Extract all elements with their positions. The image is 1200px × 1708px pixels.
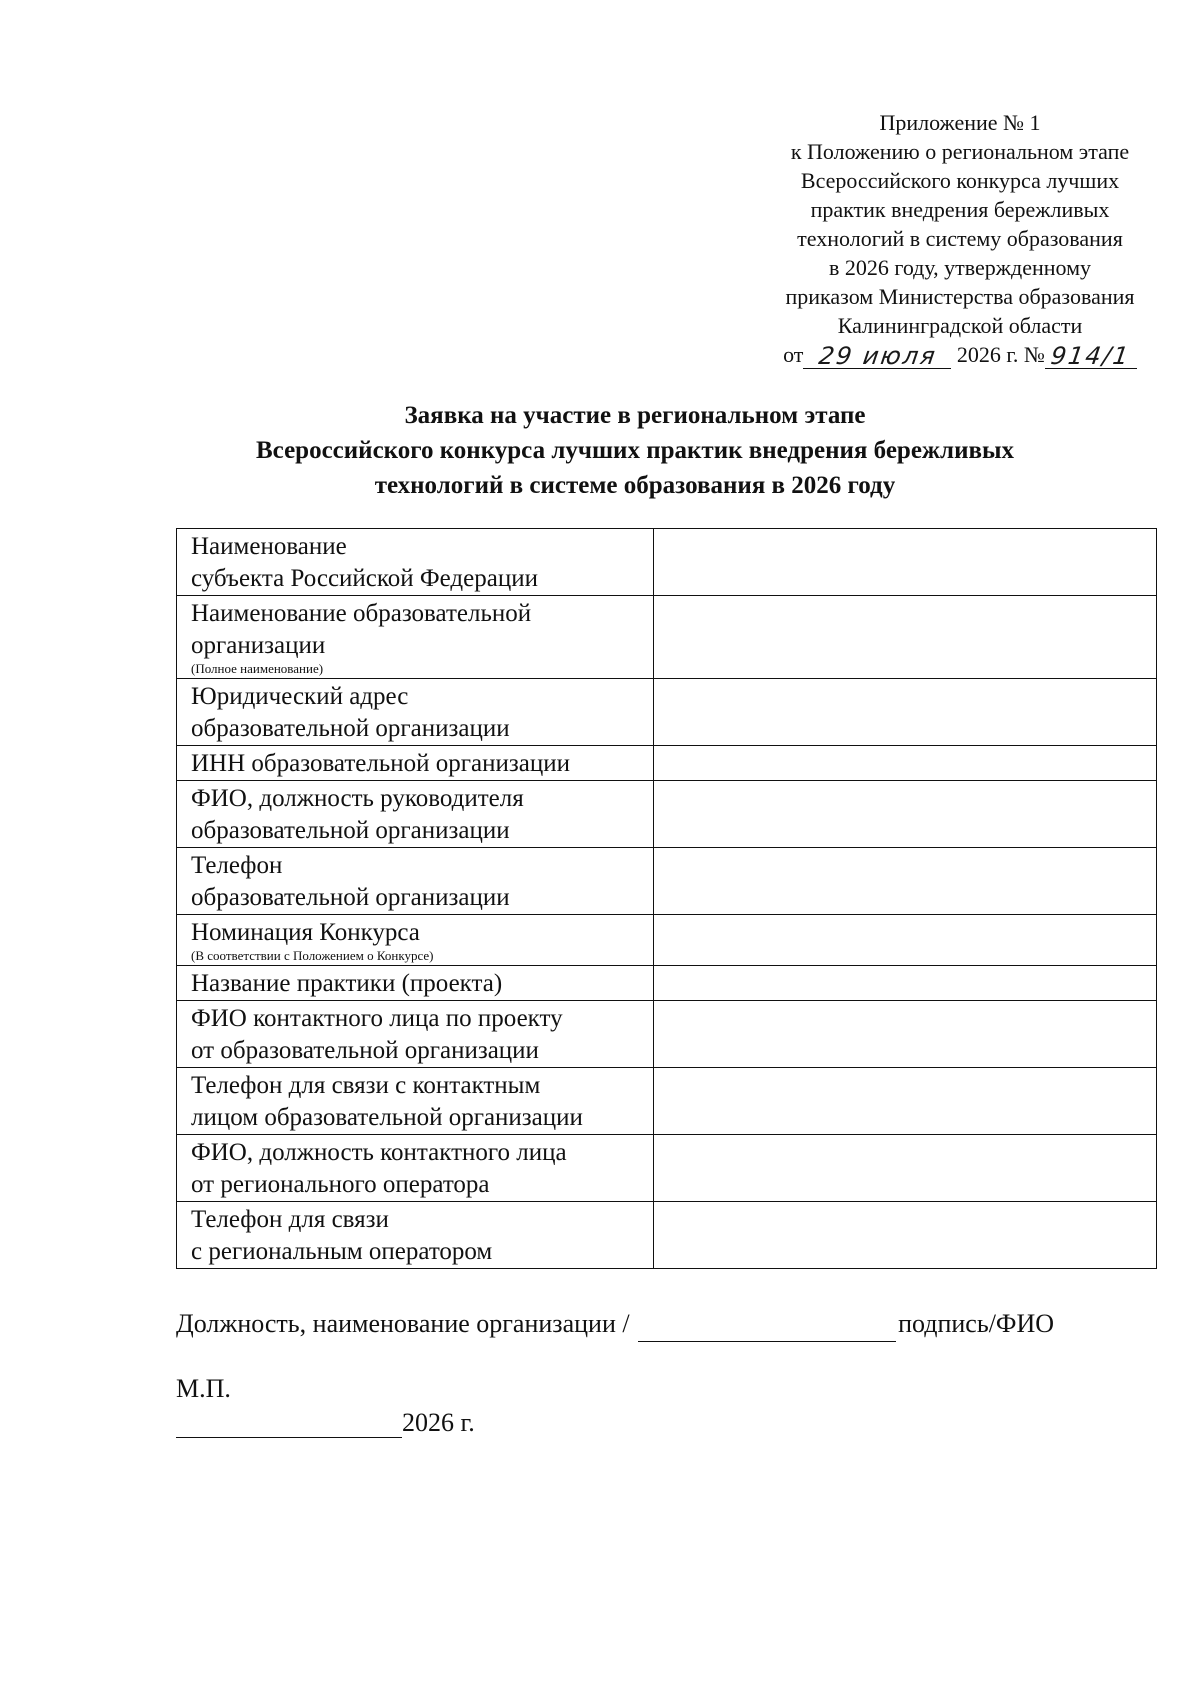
form-field-label: [177, 915, 654, 966]
form-label-line: ФИО контактного лица по проекту: [191, 1005, 563, 1032]
title-line: технологий в системе образования в 2026 году: [374, 472, 896, 499]
appendix-line: приказом Министерства образования: [785, 284, 1135, 309]
form-field-note: (Полное наименование): [191, 661, 324, 676]
form-label-line: Номинация Конкурса: [191, 919, 420, 946]
form-row: [177, 848, 1157, 915]
form-field-value[interactable]: [654, 1135, 1157, 1202]
appendix-line: практик внедрения бережливых: [810, 197, 1110, 222]
form-field-note: (В соответствии с Положением о Конкурсе): [191, 948, 434, 963]
appendix-line: в 2026 году, утвержденному: [828, 255, 1092, 280]
form-row: [177, 781, 1157, 848]
form-field-label: [177, 1135, 654, 1202]
form-label-line: лицом образовательной организации: [191, 1104, 583, 1131]
form-row: [177, 1068, 1157, 1135]
order-year-number-label: 2026 г. №: [956, 342, 1045, 367]
form-label-line: Телефон для связи: [191, 1206, 389, 1233]
date-signature-line: [176, 1408, 475, 1438]
form-row: [177, 1135, 1157, 1202]
handwritten-date: 29 июля: [816, 342, 939, 370]
form-label-line: Юридический адрес: [191, 683, 409, 710]
form-label-line: Наименование образовательной: [191, 600, 532, 627]
title-line: Заявка на участие в региональном этапе: [404, 402, 866, 429]
form-field-label: [177, 1068, 654, 1135]
form-field-value[interactable]: [654, 1001, 1157, 1068]
form-row: [177, 596, 1157, 679]
date-prefix: от: [783, 342, 804, 367]
appendix-block: [735, 108, 1185, 369]
form-field-value[interactable]: [654, 746, 1157, 781]
date-blank[interactable]: [176, 1409, 402, 1438]
form-field-label: [177, 1001, 654, 1068]
form-field-label: [177, 679, 654, 746]
form-field-label: [177, 781, 654, 848]
form-table-body: [177, 529, 1157, 1269]
title-line: Всероссийского конкурса лучших практик внедрения бережливых: [256, 437, 1014, 464]
handwritten-number: 914/1: [1049, 342, 1133, 370]
form-label-line: ФИО, должность контактного лица: [191, 1139, 567, 1166]
form-label-line: Название практики (проекта): [191, 970, 503, 997]
form-label-line: образовательной организации: [191, 884, 510, 911]
form-label-line: ИНН образовательной организации: [191, 750, 571, 777]
form-field-label: [177, 966, 654, 1001]
form-label-line: Телефон: [191, 852, 283, 879]
form-field-value[interactable]: [654, 529, 1157, 596]
appendix-line: технологий в систему образования: [797, 226, 1123, 251]
form-label-line: субъекта Российской Федерации: [191, 565, 538, 592]
form-label-line: ФИО, должность руководителя: [191, 785, 524, 812]
form-row: [177, 1202, 1157, 1269]
appendix-line: Всероссийского конкурса лучших: [800, 168, 1120, 193]
position-label: Должность, наименование организации /: [176, 1309, 630, 1338]
form-field-label: [177, 848, 654, 915]
form-field-value[interactable]: [654, 915, 1157, 966]
form-row: [177, 966, 1157, 1001]
order-date-line: [735, 340, 1185, 369]
signature-line: [176, 1306, 1054, 1342]
form-field-value[interactable]: [654, 966, 1157, 1001]
form-label-line: от регионального оператора: [191, 1171, 490, 1198]
form-row: [177, 915, 1157, 966]
form-row: [177, 529, 1157, 596]
form-field-value[interactable]: [654, 1068, 1157, 1135]
form-label-line: от образовательной организации: [191, 1037, 539, 1064]
form-field-label: [177, 1202, 654, 1269]
year-label: 2026 г.: [402, 1408, 475, 1437]
form-field-label: [177, 746, 654, 781]
signature-label: подпись/ФИО: [898, 1309, 1055, 1338]
form-row: [177, 679, 1157, 746]
form-label-line: с региональным оператором: [191, 1238, 493, 1265]
form-row: [177, 1001, 1157, 1068]
form-field-value[interactable]: [654, 781, 1157, 848]
form-label-line: образовательной организации: [191, 817, 510, 844]
form-row: [177, 746, 1157, 781]
signature-blank[interactable]: [638, 1313, 896, 1342]
appendix-line: к Положению о региональном этапе: [790, 139, 1130, 164]
form-label-line: организации: [191, 632, 326, 659]
form-field-value[interactable]: [654, 679, 1157, 746]
form-title: [170, 398, 1100, 503]
form-field-label: [177, 529, 654, 596]
form-field-label: [177, 596, 654, 679]
order-date-blank: [803, 342, 951, 369]
form-label-line: образовательной организации: [191, 715, 510, 742]
form-field-value[interactable]: [654, 1202, 1157, 1269]
form-field-value[interactable]: [654, 848, 1157, 915]
appendix-line: Калининградской области: [837, 313, 1083, 338]
form-field-value[interactable]: [654, 596, 1157, 679]
stamp-label: М.П.: [176, 1374, 231, 1403]
order-number-blank: [1045, 342, 1137, 369]
form-label-line: Наименование: [191, 533, 347, 560]
application-form-table: [176, 528, 1157, 1269]
form-label-line: Телефон для связи с контактным: [191, 1072, 541, 1099]
appendix-line: Приложение № 1: [879, 110, 1041, 135]
